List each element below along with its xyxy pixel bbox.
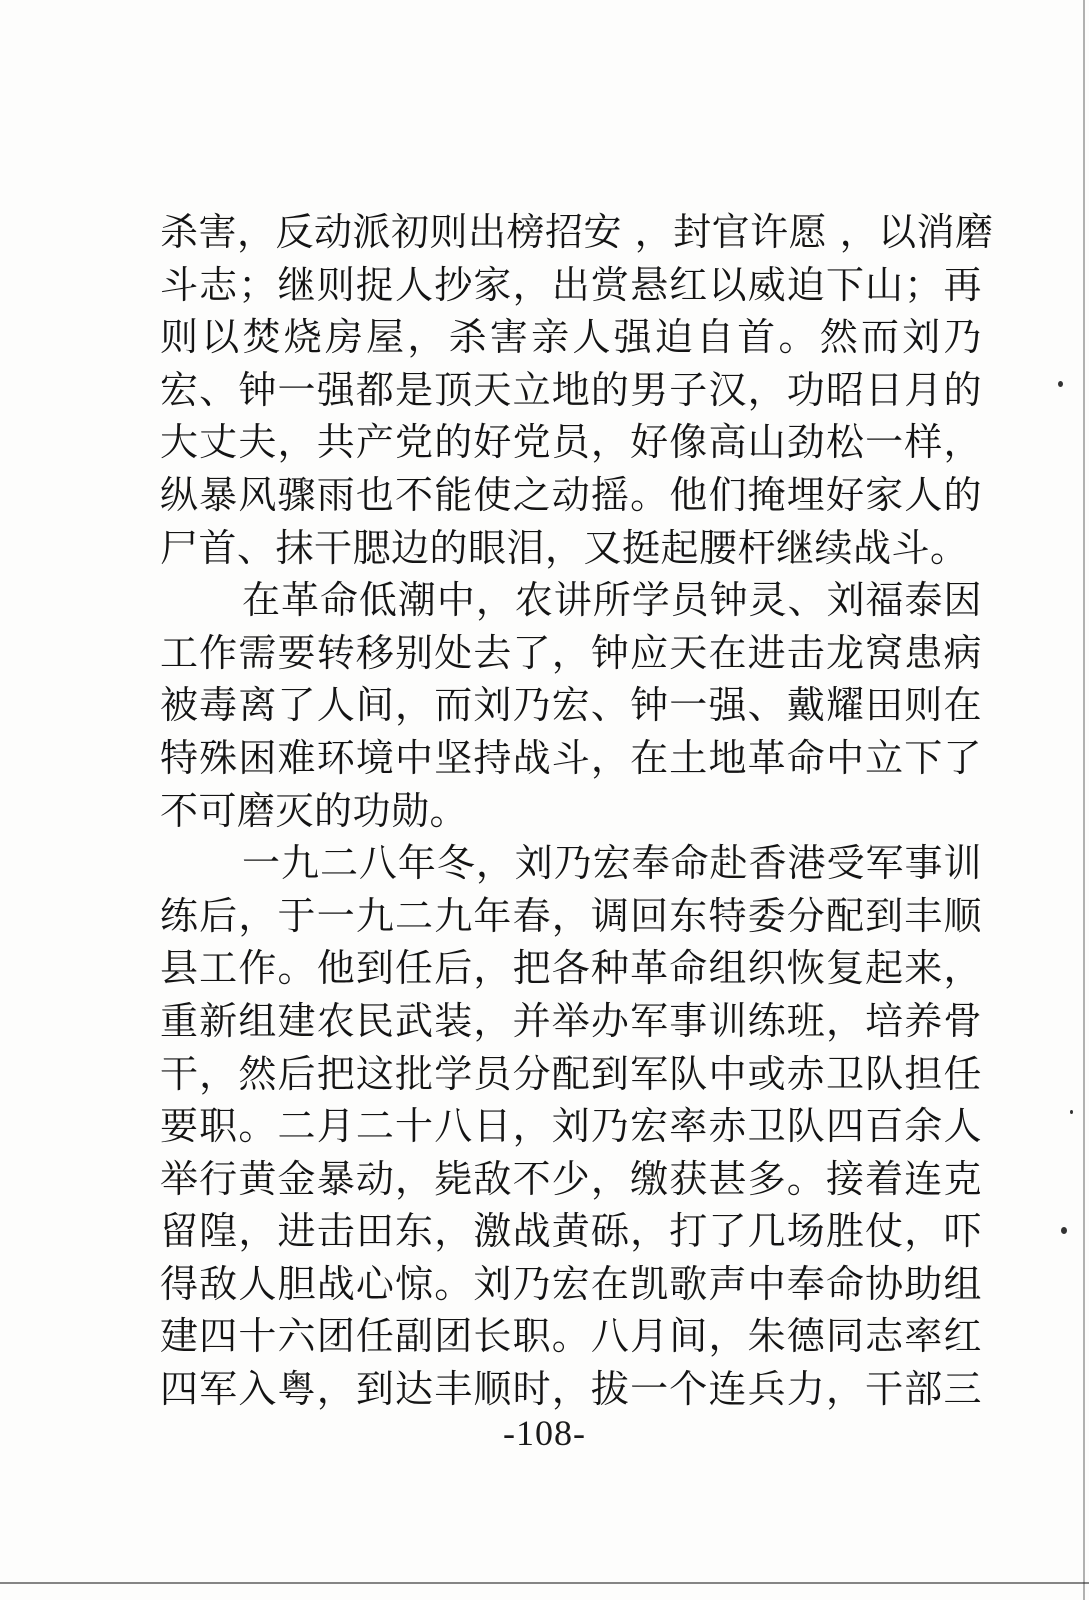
text-line: 宏、钟一强都是顶天立地的男子汉，功昭日月的 [160,367,982,412]
text-line: 工作需要转移别处去了，钟应天在进击龙窝患病 [160,630,982,675]
text-line: 杀害，反动派初则出榜招安 ，封官许愿 ，以消磨 [160,210,994,254]
scan-speck [1070,1110,1073,1114]
text-line: 大丈夫，共产党的好党员，好像高山劲松一样， [160,420,982,465]
text-line: 则以焚烧房屋，杀害亲人强迫自首。然而刘乃 [160,315,982,360]
text-line: 干，然后把这批学员分配到军队中或赤卫队担任 [160,1051,982,1096]
scan-edge-line [0,1582,1089,1584]
text-line: 被毒离了人间，而刘乃宏、钟一强、戴耀田则在 [160,683,982,728]
scan-speck [1058,381,1063,387]
text-line: 练后，于一九二九年春，调回东特委分配到丰顺 [160,893,982,938]
paragraph-first-line: 一九二八年冬，刘乃宏奉命赴香港受军事训 [242,841,982,886]
text-line: 留隍，进击田东，激战黄砾，打了几场胜仗，吓 [160,1209,982,1254]
paragraph-first-line: 在革命低潮中，农讲所学员钟灵、刘福泰因 [242,578,982,623]
text-line: 尸首、抹干腮边的眼泪，又挺起腰杆继续战斗。 [160,525,969,570]
page-number: -108- [503,1413,586,1453]
text-line: 斗志；继则捉人抄家，出赏悬红以威迫下山；再 [160,262,982,307]
body-text [160,206,994,1416]
text-line: 特殊困难环境中坚持战斗，在土地革命中立下了 [160,735,982,780]
text-line: 纵暴风骤雨也不能使之动摇。他们掩埋好家人的 [160,472,982,517]
text-line: 重新组建农民武装，并举办军事训练班，培养骨 [160,998,982,1043]
text-line: 四军入粤，到达丰顺时，拔一个连兵力，干部三 [160,1367,982,1412]
text-line: 举行黄金暴动，毙敌不少，缴获甚多。接着连克 [160,1156,982,1201]
text-line: 不可磨灭的功勋。 [160,788,469,833]
text-line: 得敌人胆战心惊。刘乃宏在凯歌声中奉命协助组 [160,1261,982,1306]
text-line: 要职。二月二十八日，刘乃宏率赤卫队四百余人 [160,1104,982,1149]
scan-speck [1061,1227,1067,1234]
scan-edge-line [1083,0,1085,1600]
text-line: 县工作。他到任后，把各种革命组织恢复起来， [160,946,982,991]
text-line: 建四十六团任副团长职。八月间，朱德同志率红 [160,1314,982,1359]
